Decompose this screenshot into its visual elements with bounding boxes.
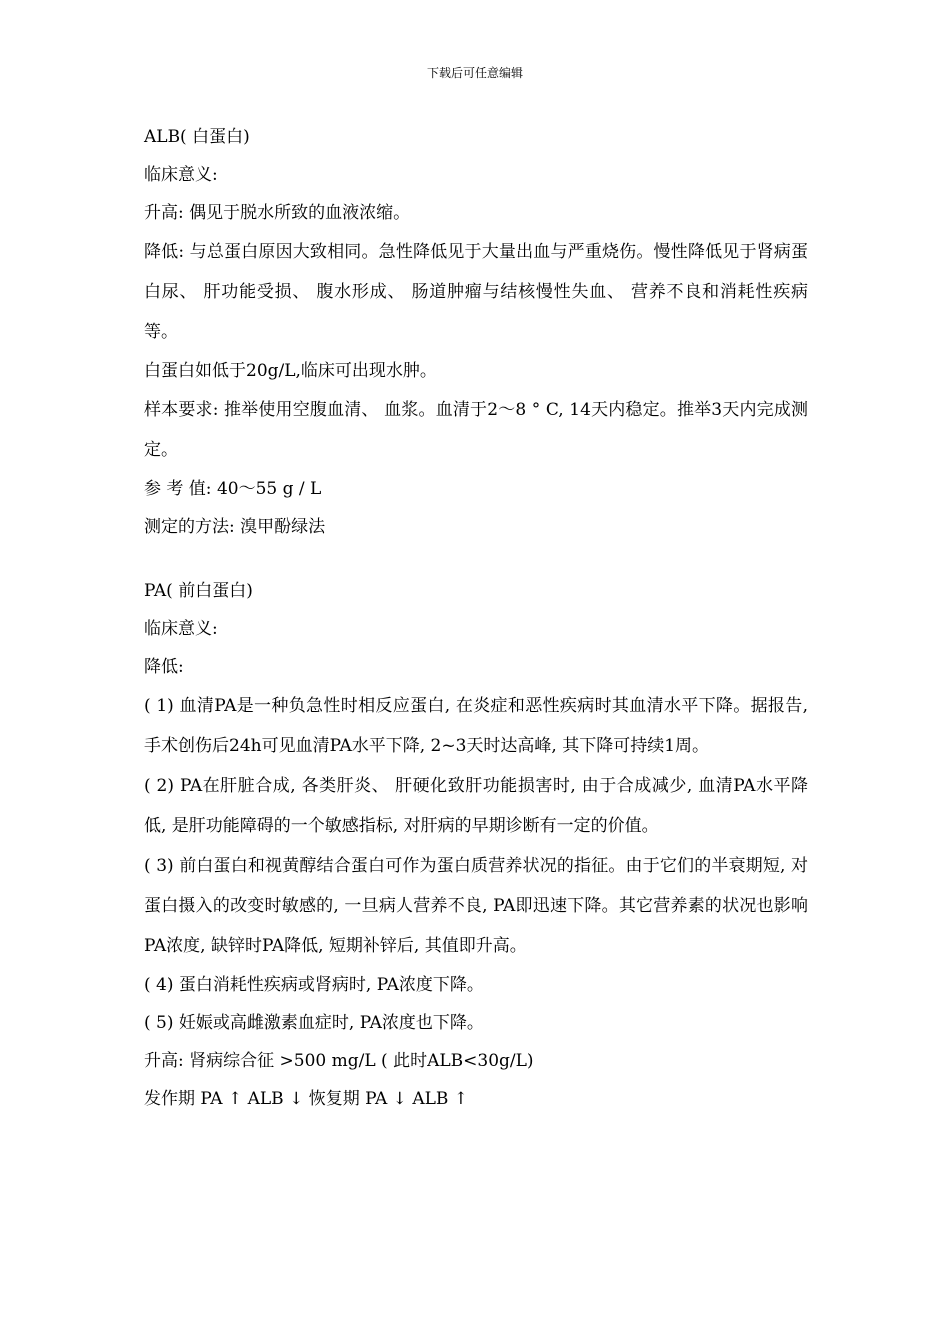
- alb-decrease: 降低: 与总蛋白原因大致相同。急性降低见于大量出血与严重烧伤。慢性降低见于肾病蛋白尿、 肝功能受损、 腹水形成、 肠道肿瘤与结核慢性失血、 营养不良和消耗性疾病等。: [144, 242, 808, 342]
- pa-item-1: ( 1) 血清PA是一种负急性时相反应蛋白, 在炎症和恶性疾病时其血清水平下降。据报告, 手术创伤后24h可见血清PA水平下降, 2~3天时达高峰, 其下降可持续1周。: [144, 696, 808, 756]
- alb-title: ALB( 白蛋白): [144, 127, 250, 147]
- pa-item-3: ( 3) 前白蛋白和视黄醇结合蛋白可作为蛋白质营养状况的指征。由于它们的半衰期短, 对蛋白摄入的改变时敏感的, 一旦病人营养不良, PA即迅速下降。其它营养素的状况也影响PA浓度, 缺锌时PA降低, 短期补锌后, 其值即升高。: [144, 856, 808, 956]
- alb-clinical-label: 临床意义:: [144, 165, 218, 185]
- alb-method: 测定的方法: 溴甲酚绿法: [144, 517, 326, 537]
- alb-increase: 升高: 偶见于脱水所致的血液浓缩。: [144, 203, 411, 223]
- alb-sample-requirement: 样本要求: 推举使用空腹血清、 血浆。血清于2～8 ° C, 14天内稳定。推举3天内完成测定。: [144, 400, 808, 460]
- pa-clinical-label: 临床意义:: [144, 619, 218, 639]
- pa-increase: 升高: 肾病综合征 >500 mg/L ( 此时ALB<30g/L): [144, 1051, 534, 1071]
- alb-edema-note: 白蛋白如低于20g/L,临床可出现水肿。: [144, 361, 437, 381]
- alb-section: [144, 118, 808, 546]
- pa-item-5: ( 5) 妊娠或高雌激素血症时, PA浓度也下降。: [144, 1013, 484, 1033]
- alb-reference-value: 参 考 值: 40～55 g / L: [144, 479, 322, 499]
- document-body: [144, 118, 808, 1118]
- pa-decrease-label: 降低:: [144, 657, 184, 677]
- pa-disease-course: 发作期 PA ↑ ALB ↓ 恢复期 PA ↓ ALB ↑: [144, 1089, 469, 1109]
- pa-section: [144, 572, 808, 1118]
- pa-item-4: ( 4) 蛋白消耗性疾病或肾病时, PA浓度下降。: [144, 975, 484, 995]
- pa-item-2: ( 2) PA在肝脏合成, 各类肝炎、 肝硬化致肝功能损害时, 由于合成减少, 血清PA水平降低, 是肝功能障碍的一个敏感指标, 对肝病的早期诊断有一定的价值。: [144, 776, 808, 836]
- pa-title: PA( 前白蛋白): [144, 581, 253, 601]
- page-header-note: 下载后可任意编辑: [426, 66, 523, 80]
